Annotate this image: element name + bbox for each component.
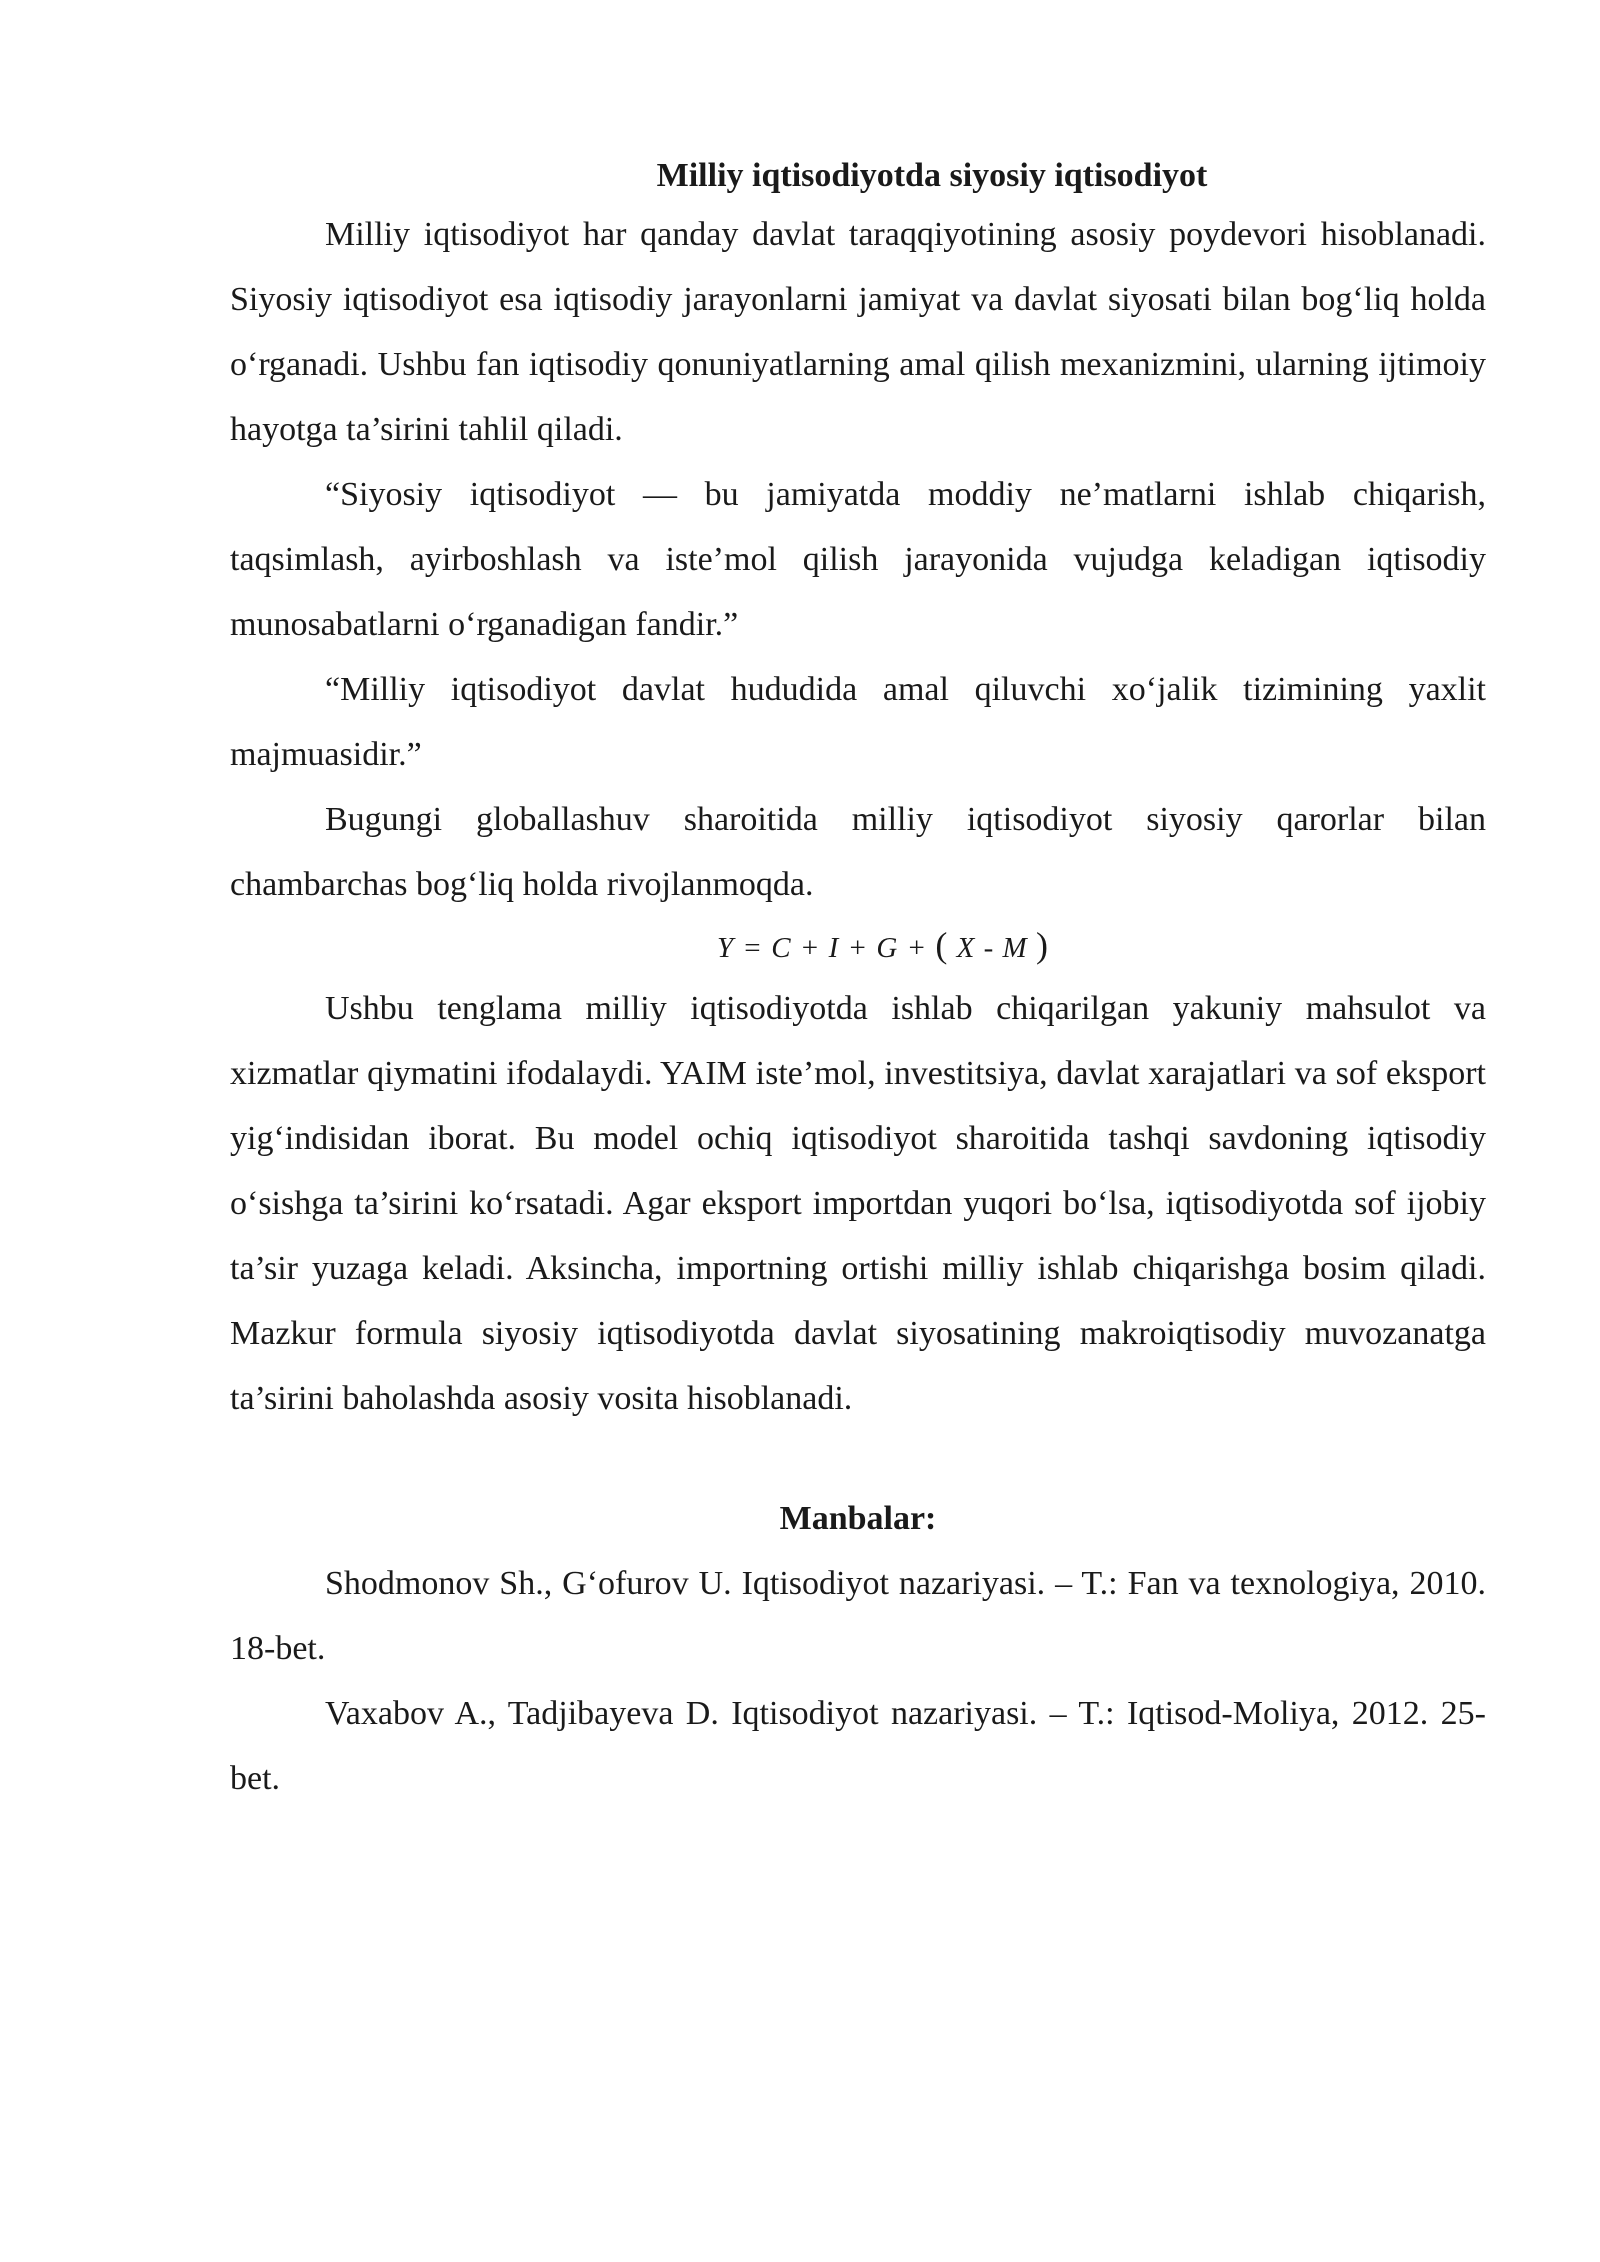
gdp-formula bbox=[230, 917, 1486, 976]
paragraph-formula-explanation: Ushbu tenglama milliy iqtisodiyotda ishlab chiqarilgan yakuniy mahsulot va xizmatlar qiymatini ifodalaydi. YAIM iste’mol, investitsiya, davlat xarajatlari va sof eksport yig‘indisidan iborat. Bu model ochiq iqtisodiyot sharoitida tashqi savdoning iqtisodiy o‘sishga ta’sirini ko‘rsatadi. Agar eksport importdan yuqori bo‘lsa, iqtisodiyotda sof ijobiy ta’sir yuzaga keladi. Aksincha, importning ortishi milliy ishlab chiqarishga bosim qiladi. Mazkur formula siyosiy iqtisodiyotda davlat siyosatining makroiqtisodiy muvozanatga ta’sirini baholashda asosiy vosita hisoblanadi. bbox=[230, 990, 1486, 1417]
document-title: Milliy iqtisodiyotda siyosiy iqtisodiyot bbox=[656, 157, 1208, 194]
document-page bbox=[230, 150, 1486, 1811]
section-spacer bbox=[230, 1431, 1486, 1486]
paragraph-definition-political-economy: “Siyosiy iqtisodiyot — bu jamiyatda moddiy ne’matlarni ishlab chiqarish, taqsimlash, ayirboshlash va iste’mol qilish jarayonida vujudga keladigan iqtisodiy munosabatlarni o‘rganadigan fandir.” bbox=[230, 476, 1486, 643]
formula-close-paren: ) bbox=[1035, 925, 1049, 965]
source-item: Shodmonov Sh., G‘ofurov U. Iqtisodiyot nazariyasi. – T.: Fan va texnologiya, 2010. 18-bet. bbox=[230, 1565, 1486, 1667]
paragraph-definition-national-economy: “Milliy iqtisodiyot davlat hududida amal qiluvchi xo‘jalik tizimining yaxlit majmuasidir.” bbox=[230, 671, 1486, 773]
source-item: Vaxabov A., Tadjibayeva D. Iqtisodiyot nazariyasi. – T.: Iqtisod-Moliya, 2012. 25-bet. bbox=[230, 1695, 1486, 1797]
paragraph-globalization: Bugungi globallashuv sharoitida milliy iqtisodiyot siyosiy qarorlar bilan chambarchas bog‘liq holda rivojlanmoqda. bbox=[230, 801, 1486, 903]
paragraph-intro: Milliy iqtisodiyot har qanday davlat taraqqiyotining asosiy poydevori hisoblanadi. Siyosiy iqtisodiyot esa iqtisodiy jarayonlarni jamiyat va davlat siyosati bilan bog‘liq holda o‘rganadi. Ushbu fan iqtisodiy qonuniyatlarning amal qilish mexanizmini, ularning ijtimoiy hayotga ta’sirini tahlil qiladi. bbox=[230, 216, 1486, 448]
formula-left: Y = C + I + G + bbox=[717, 932, 936, 964]
formula-open-paren: ( bbox=[935, 925, 949, 965]
sources-heading: Manbalar: bbox=[779, 1500, 937, 1537]
formula-inner: X - M bbox=[948, 932, 1036, 964]
